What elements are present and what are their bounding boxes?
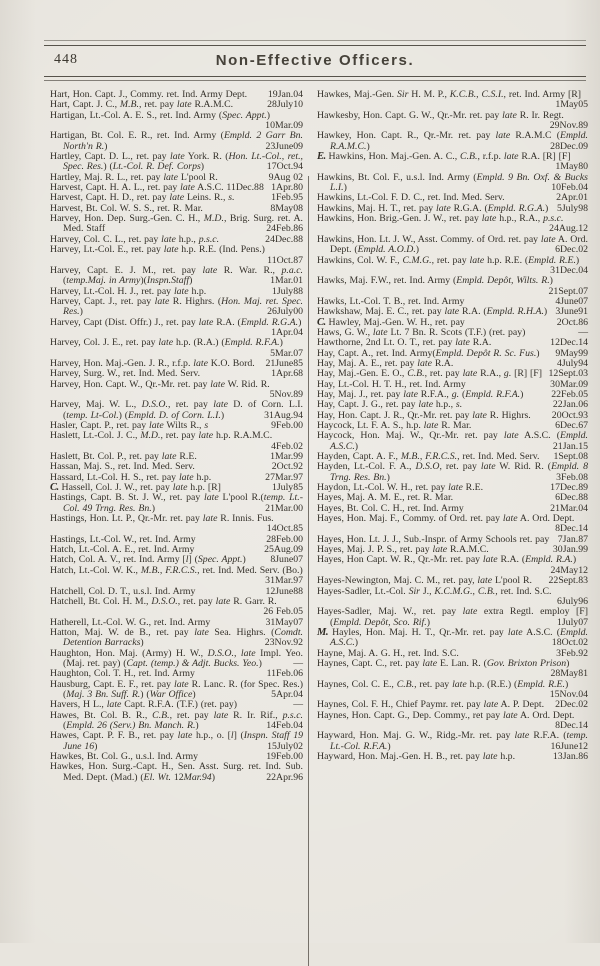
- entry-text: Hatch, Col. A. V., ret. Ind. Army [l] (Spec. Appt.): [50, 554, 246, 566]
- entry-text: Hastings, Capt. B. St. J. W., ret. pay late L'pool R.(temp. Lt.-Col. 49 Trng. Res. Bn.): [50, 492, 303, 514]
- entry-text: Hay, Capt. A., ret. Ind. Army(Empld. Depôt R. Sc. Fus.): [317, 347, 540, 359]
- entry: [317, 462, 588, 483]
- entry-date: 23June09: [265, 140, 303, 152]
- entry-text: Hastings, Lt.-Col. W., ret. Ind. Army: [50, 533, 196, 545]
- entry: [317, 628, 588, 649]
- entry-date: 21Mar.00: [265, 502, 303, 514]
- entry: [317, 431, 588, 452]
- entry-text: Harvest, Capt. H. D., ret. pay late Leins. R., s.: [50, 192, 235, 204]
- entry-text: Hawkes, Bt. Col. G., u.s.l. Ind. Army: [50, 751, 198, 762]
- entry-text: Hayes-Sadler, Lt.-Col. Sir J., K.C.M.G., C.B., ret. Ind. S.C.: [317, 585, 552, 597]
- entry-text: Hayes, Bt. Col. C. H., ret. Ind. Army: [317, 502, 464, 514]
- entry-date: 1Apr.68: [271, 368, 303, 380]
- entry-text: Hawks, Lt.-Col. T. B., ret. Ind. Army: [317, 295, 465, 307]
- entry-date: 13Jan.86: [552, 751, 588, 762]
- entry-date: 22Feb.05: [551, 388, 588, 400]
- entry-text: Haws, G. W., late Lt. 7 Bn. R. Scots (T.F.) (ret. pay): [317, 326, 526, 338]
- entry-date: 6Dec.67: [555, 420, 588, 431]
- header-rule-upper: [44, 76, 586, 77]
- entry: [50, 338, 303, 359]
- entry: [317, 680, 588, 701]
- entry-text: Harvey, Col. J. E., ret. pay late h.p. (R.A.) (Empld. R.F.A.): [50, 337, 283, 349]
- entry-text: Havers, H L., late Capt. R.F.A. (T.F.) (ret. pay): [50, 699, 238, 711]
- entry-text: Hart, Capt. J. C., M.B., ret. pay late R.A.M.C.: [50, 99, 234, 111]
- entry-text: Hay, Lt.-Col. H. T. H., ret. Ind. Army: [317, 378, 466, 390]
- entry-text: Harvey, Lt.-Col. H. J., ret. pay late h.p.: [50, 285, 207, 297]
- entry-date: 30Jan.99: [552, 544, 588, 556]
- entry: [317, 607, 588, 628]
- entry-date: 24Feb.86: [266, 223, 303, 235]
- entry-text: Hayes, Maj. J. P. S., ret. pay late R.A.M.C.: [317, 544, 489, 556]
- entry: [50, 731, 303, 752]
- entry-text: Hawkes, Maj.-Gen. Sir H. M. P., K.C.B., C.S.I., ret. Ind. Army [R]: [317, 89, 582, 100]
- entry-date: 11Feb.06: [266, 668, 303, 680]
- entry-text: Hassard, Lt.-Col. H. S., ret. pay late h.p.: [50, 471, 212, 483]
- entry: [317, 256, 588, 277]
- entry-date: 31Dec.04: [550, 264, 588, 276]
- entry-text: Hawkins, Hon. Maj.-Gen. A. C., C.B., r.f.p. late R.A. [R] [F]: [328, 151, 571, 163]
- entry-date: 2Oct.86: [556, 316, 588, 328]
- entry: [50, 380, 303, 401]
- entry-date: 14Feb.04: [266, 719, 303, 731]
- entry: [50, 680, 303, 701]
- entry-date: 6Dec.88: [555, 492, 588, 504]
- entry-text: Hartley, Capt. D. L., ret. pay late York. R. (Hon. Lt.-Col., ret., Spec. Res.) (Lt.-Col. R. Def. Corps): [50, 151, 303, 173]
- entry: [317, 235, 588, 256]
- entry-text: Harvest, Capt. H. A. L., ret. pay late A.S.C. 11Dec.88: [50, 182, 264, 194]
- entry-date: 6Dec.02: [555, 244, 588, 256]
- entry-text: Hayes-Newington, Maj. C. M., ret. pay, late L'pool R.: [317, 575, 532, 587]
- entry-text: Harvey, Hon. Capt. W., Qr.-Mr. ret. pay late W. Rid. R.: [50, 378, 270, 390]
- entry-date: 8Dec.14: [555, 523, 588, 535]
- honour-prefix-glyph: E.: [317, 151, 326, 163]
- entry-text: Hay, Maj. J., ret. pay late R.F.A., g. (Empld. R.F.A.): [317, 388, 524, 400]
- entry-text: Hatherell, Lt.-Col. W. G., ret. Ind. Army: [50, 616, 211, 628]
- entry-date: —: [578, 326, 588, 338]
- entry: [317, 731, 588, 752]
- entry-text: Hawley, Maj.-Gen. W. H., ret. pay: [328, 316, 465, 328]
- entry-text: Hawkey, Hon. Capt. R., Qr.-Mr. ret. pay late R.A.M.C (Empld. R.A.M.C.): [317, 130, 588, 152]
- entry-date: 21Jan.15: [552, 440, 588, 452]
- entry-text: Hayles, Hon. Maj. H. T., Qr.-Mr. ret. pay late A.S.C. (Empld. A.S.C.): [330, 626, 588, 649]
- entry-date: 2Dec.02: [555, 699, 588, 711]
- entry-date: 3June91: [555, 306, 588, 318]
- entry: [50, 152, 303, 173]
- entry-date: 1May80: [555, 161, 588, 173]
- entry-date: 3Feb.92: [556, 647, 588, 659]
- entry-text: Hawes, Bt. Col. B. R., C.B., ret. pay late R. Ir. Rif., p.s.c. (Empld. 26 (Serv.) Bn. Manch. R.): [50, 709, 303, 731]
- entry-text: Haynes, Capt. C., ret. pay late E. Lan. R. (Gov. Brixton Prison): [317, 657, 570, 669]
- entry-text: Hawkins, Maj. H. T., ret. pay late R.G.A. (Empld. R.G.A.): [317, 202, 549, 214]
- entry-text: Hawkins, Hon. Lt. J. W., Asst. Commy. of Ord. ret. pay late A. Ord. Dept. (Empld. A.O.D.): [317, 233, 588, 256]
- entry-text: Hawkins, Bt. Col. F., u.s.l. Ind. Army (Empld. 9 Bn. Oxf. & Bucks L.I.): [317, 171, 588, 194]
- entry: [50, 711, 303, 732]
- entry-text: Hayes-Sadler, Maj. W., ret. pay late extra Regtl. employ [F] (Empld. Depôt, Sco. Rif.): [317, 606, 588, 628]
- entry-date: 22Apr.96: [266, 771, 303, 783]
- entry-text: Hawkins, Col. W. F., C.M.G., ret. pay late h.p. R.E. (Empld. R.E.): [317, 254, 580, 266]
- entry: [317, 659, 588, 680]
- entry: [50, 514, 303, 535]
- entry-text: Hayes, Maj. A. M. E., ret. R. Mar.: [317, 492, 454, 504]
- entry-date: 4Feb.02: [271, 440, 303, 452]
- entry: [317, 276, 588, 297]
- entry-text: Harvey, Capt (Dist. Offr.) J., ret. pay late R.A. (Empld. R.G.A.): [50, 316, 302, 328]
- entry-text: Haslett, Lt.-Col. J. C., M.D., ret. pay late h.p. R.A.M.C.: [50, 430, 273, 442]
- entry-date: 28May81: [550, 668, 588, 680]
- entry-date: 27Mar.97: [265, 471, 303, 483]
- entry-text: Haughton, Col. T. H., ret. Ind. Army: [50, 668, 195, 680]
- top-rule-inner: [44, 45, 586, 46]
- entry-text: Harvey, Surg. W., ret. Ind. Med. Serv.: [50, 368, 201, 380]
- entry: [50, 297, 303, 318]
- entry-text: Hartigan, Lt.-Col. A. E. S., ret. Ind. Army (Spec. Appt.): [50, 109, 271, 121]
- entry: [50, 266, 303, 287]
- entry: [317, 555, 588, 576]
- entry-date: 1July07: [556, 616, 588, 628]
- entry-text: Hayes, Hon Capt. W. R., Qr.-Mr. ret. pay late R.A. (Empld. R.A.): [317, 554, 577, 566]
- entry-text: Hayes, Hon. Lt. J. J., Sub.-Inspr. of Army Schools ret. pay: [317, 533, 550, 545]
- entry-text: Hart, Hon. Capt. J., Commy. ret. Ind. Army Dept.: [50, 89, 248, 100]
- entry-date: 21Sept.07: [548, 285, 588, 297]
- entry: [50, 628, 303, 649]
- entry-date: 16June12: [550, 740, 588, 752]
- entry: [50, 431, 303, 452]
- entry-date: 28Feb.00: [266, 533, 303, 545]
- left-column: [50, 90, 303, 783]
- column-divider: [308, 176, 309, 966]
- entry-text: Hatchell, Bt. Col. H. M., D.S.O., ret. pay late R. Garr. R.: [50, 595, 277, 607]
- entry-text: Hartigan, Bt. Col. E. R., ret. Ind. Army (Empld. 2 Garr Bn. North'n R.): [50, 130, 304, 152]
- entry-date: 5Nov.89: [269, 388, 303, 400]
- entry: [50, 493, 303, 514]
- entry-text: Hatch, Lt.-Col. A. E., ret. Ind. Army: [50, 544, 195, 556]
- entry: [317, 514, 588, 535]
- entry-text: Hayden, Capt. A. F., M.B., F.R.C.S., ret. Ind. Med. Serv.: [317, 451, 540, 463]
- entry-date: 12Dec.14: [550, 337, 588, 349]
- entry-date: 26 Feb.05: [263, 606, 303, 618]
- entry-date: 11Oct.87: [267, 254, 303, 266]
- entry-date: 19Jan.04: [267, 89, 303, 100]
- entry: [50, 214, 303, 235]
- entry-text: Hay, Hon. Capt. J. R., Qr.-Mr. ret. pay late R. Highrs.: [317, 409, 531, 421]
- entry-date: 1Apr.04: [271, 326, 303, 338]
- entry-date: 5July98: [556, 202, 588, 214]
- entry-text: Harvey, Lt.-Col. E., ret. pay late h.p. R.E. (Ind. Pens.): [50, 244, 265, 256]
- entry-date: 2Apr.01: [556, 192, 588, 204]
- entry-text: Hayden, Lt.-Col. F. A., D.S.O, ret. pay late W. Rid. R. (Empld. 8 Trng. Res. Bn.): [317, 461, 588, 483]
- entry: [50, 400, 303, 421]
- entry-date: 29Nov.89: [549, 120, 588, 132]
- two-column-body: [0, 90, 600, 943]
- entry-date: 5Mar.07: [270, 347, 303, 359]
- entry-text: Hawes, Capt. P. F. B., ret. pay late h.p., o. [l] (Inspn. Staff 19 June 16): [50, 730, 303, 752]
- entry-date: 1Feb.95: [271, 192, 303, 204]
- entry-date: 1Mar.01: [270, 275, 303, 287]
- entry-text: Haynes, Hon. Capt. G., Dep. Commy., ret pay late A. Ord. Dept.: [317, 709, 575, 721]
- entry-date: 12Sept.03: [548, 368, 588, 380]
- entry: [317, 711, 588, 732]
- entry-date: 9May99: [555, 347, 588, 359]
- entry-date: 8June07: [270, 554, 303, 566]
- entry-text: Harvey, Capt. E. J. M., ret. pay late R. War. R., p.a.c.(temp.Maj. in Army)(Inspn.Staff): [50, 264, 303, 287]
- page-title: Non-Effective Officers.: [215, 52, 415, 69]
- entry-text: Hastings, Hon. Lt. P., Qr.-Mr. ret. pay late R. Innis. Fus.: [50, 513, 274, 525]
- entry-date: 3Feb.08: [556, 471, 588, 483]
- entry: [50, 111, 303, 132]
- entry: [50, 131, 303, 152]
- entry-date: 17Oct.94: [266, 161, 303, 173]
- entry-date: 24Aug.12: [549, 223, 588, 235]
- entry-date: 28Dec.09: [550, 140, 588, 152]
- entry-text: Haycock, Lt. F. A. S., h.p. late R. Mar.: [317, 420, 472, 431]
- entry-text: Harvey, Maj. W. L., D.S.O., ret. pay late D. of Corn. L.I. (temp. Lt-Col.) (Empld. D. of Corn. L.I.): [50, 399, 303, 421]
- honour-prefix-glyph: M.: [317, 626, 328, 638]
- entry-date: 14Oct.85: [266, 523, 303, 535]
- entry-date: 24May12: [550, 564, 588, 576]
- entry-text: Hawkins, Lt.-Col. F. D. C., ret. Ind. Med. Serv.: [317, 192, 505, 204]
- honour-prefix-glyph: C.: [50, 482, 59, 494]
- entry-date: 30Mar.09: [550, 378, 588, 390]
- entry-date: 8May08: [270, 202, 303, 214]
- entry-date: 10Mar.09: [265, 120, 303, 132]
- entry-date: 5Apr.04: [271, 688, 303, 700]
- entry-date: 8Dec.14: [555, 719, 588, 731]
- entry: [317, 752, 588, 762]
- entry: [50, 597, 303, 618]
- entry: [317, 152, 588, 173]
- honour-prefix-glyph: C.: [317, 316, 326, 328]
- entry-text: Hawks, Maj. F.W., ret. Ind. Army (Empld. Depôt, Wilts. R.): [317, 275, 553, 287]
- entry-date: 4July94: [556, 357, 588, 369]
- entry: [50, 649, 303, 670]
- entry-date: 1Sept.08: [553, 451, 588, 463]
- entry-text: Hayes, Hon. Maj. F., Commy. of Ord. ret. pay late A. Ord. Dept.: [317, 513, 575, 525]
- entry-text: Haslett, Bt. Col. P., ret. pay late R.E.: [50, 451, 197, 463]
- entry-text: Hay, Maj.-Gen. E. O., C.B., ret. pay late R.A., g. [R] [F]: [317, 368, 543, 380]
- entry-text: Hawkesby, Hon. Capt. G. W., Qr.-Mr. ret. pay late R. Ir. Regt.: [317, 109, 564, 121]
- entry-date: 21June85: [265, 357, 303, 369]
- entry: [317, 111, 588, 132]
- entry-text: Harvey, Capt. J., ret. pay late R. Highrs. (Hon. Maj. ret. Spec. Res.): [50, 295, 303, 318]
- entry-date: 6July96: [556, 595, 588, 607]
- entry-date: 28July10: [267, 99, 303, 111]
- entry: [317, 90, 588, 111]
- entry-date: 4June07: [555, 295, 588, 307]
- entry-date: 31May07: [265, 616, 303, 628]
- entry-date: 1May05: [555, 99, 588, 111]
- entry-date: —: [293, 699, 303, 711]
- entry-text: Haughton, Hon. Maj. (Army) H. W., D.S.O., late Impl. Yeo. (Maj. ret. pay) (Capt. (temp.) & Adjt. Bucks. Yeo.): [50, 647, 303, 669]
- entry-text: Hawkshaw, Maj. E. C., ret. pay late R.A. (Empld. R.H.A.): [317, 306, 548, 318]
- entry-text: Hawkes, Hon. Surg.-Capt. H., Sen. Asst. Surg. ret. Ind. Sub. Med. Dept. (Mad.) (El. Wt. 12Mar.94): [50, 761, 303, 783]
- entry-date: 26July00: [267, 306, 303, 318]
- entry-date: 9Feb.00: [271, 420, 303, 431]
- entry-text: Haydon, Lt.-Col. W. H., ret. pay late R.E.: [317, 482, 484, 494]
- entry-text: Hay, Maj. A. E., ret. pay late R.A.: [317, 357, 454, 369]
- entry-date: 1July88: [271, 285, 303, 297]
- entry-text: Haynes, Col. F. H., Chief Paymr. ret. pay late A. P. Dept.: [317, 699, 545, 711]
- entry-text: Hassan, Maj. S., ret. Ind. Med. Serv.: [50, 461, 195, 473]
- entry-text: Hayne, Maj. A. G. H., ret. Ind. S.C.: [317, 647, 459, 659]
- entry-text: Harvey, Col. C. L., ret. pay late h.p., p.s.c.: [50, 233, 220, 245]
- entry-date: 2Oct.92: [271, 461, 303, 473]
- top-rule-outer: [44, 40, 586, 41]
- entry-text: Harvest, Bt. Col. W. S. S., ret. R. Mar.: [50, 202, 203, 214]
- entry-date: 15Nov.04: [549, 688, 588, 700]
- entry: [317, 131, 588, 152]
- entry-date: 31Mar.97: [265, 575, 303, 587]
- entry-date: 1Mar.99: [270, 451, 303, 463]
- entry-date: 24Dec.88: [265, 233, 303, 245]
- entry-text: Harvey, Hon. Dep. Surg.-Gen. C. H., M.D., Brig. Surg. ret. A. Med. Staff: [50, 213, 303, 235]
- entry-date: 7Jan.87: [557, 533, 588, 545]
- entry: [50, 245, 303, 266]
- entry: [317, 173, 588, 194]
- entry-date: 31Aug.94: [264, 409, 303, 421]
- entry-date: 20Oct.93: [551, 409, 588, 421]
- entry-text: Hausburg, Capt. E. F., ret. pay late R. Lanc. R. (for Spec. Res.) (Maj. 3 Bn. Suff. R.) (War Office): [50, 678, 303, 700]
- entry-text: Hayward, Hon. Maj.-Gen. H. B., ret. pay late h.p.: [317, 751, 516, 762]
- entry-date: 15July02: [267, 740, 303, 752]
- entry-text: Haynes, Col. C. E., C.B., ret. pay late h.p. (R.E.) (Empld. R.E.): [317, 678, 569, 690]
- entry-text: Hatton, Maj. W. de B., ret. pay late Sea. Highrs. (Comdt. Detention Barracks): [50, 626, 303, 649]
- entry-date: 9Aug 02: [268, 171, 303, 183]
- entry-text: Hatchell, Col. D. T., u.s.l. Ind. Army: [50, 585, 196, 597]
- entry-date: 19Feb.00: [266, 751, 303, 762]
- entry-date: 17Dec.89: [550, 482, 588, 494]
- entry-date: 22Jan.06: [552, 399, 588, 411]
- entry: [50, 566, 303, 587]
- entry: [317, 587, 588, 608]
- entry-text: Haycock, Hon. Maj. W., Qr.-Mr. ret. pay late A.S.C. (Empld. A.S.C.): [317, 430, 588, 452]
- entry-text: Hawthorne, 2nd Lt. O. T., ret. pay late R.A.: [317, 337, 492, 349]
- entry-date: 22Sept.83: [548, 575, 588, 587]
- entry-text: Hassell, Col. J. W., ret. pay late h.p. [R]: [61, 482, 221, 494]
- entry-date: 1July85: [271, 482, 303, 494]
- entry-date: 10Feb.04: [551, 182, 588, 194]
- entry-text: Hayward, Hon. Maj. G. W., Ridg.-Mr. ret. pay late R.F.A. (temp. Lt.-Col. R.F.A.): [317, 730, 588, 752]
- entry: [50, 762, 303, 783]
- entry-text: Hay, Capt. J. G., ret. pay late h.p., s.: [317, 399, 463, 411]
- page-number: 448: [54, 52, 78, 67]
- entry-text: Hasler, Capt. P., ret. pay late Wilts R., s: [50, 420, 209, 431]
- entry-date: —: [293, 657, 303, 669]
- entry-text: Hatch, Lt.-Col. W. K., M.B., F.R.C.S., ret. Ind. Med. Serv. (Bo.): [50, 564, 303, 576]
- entry-date: 1Apr.80: [271, 182, 303, 194]
- entry-date: 23Nov.92: [264, 637, 303, 649]
- entry-text: Hartley, Maj. R. L., ret. pay late L'pool R.: [50, 171, 218, 183]
- entry-date: 21Mar.04: [550, 502, 588, 514]
- entry-date: 18Oct.02: [551, 637, 588, 649]
- entry-date: 12June88: [265, 585, 303, 597]
- right-column: [317, 90, 588, 762]
- page-header: [44, 50, 586, 74]
- header-rule-lower: [44, 80, 586, 81]
- entry-date: 25Aug.09: [264, 544, 303, 556]
- entry: [50, 318, 303, 339]
- entry: [317, 214, 588, 235]
- entry-text: Hawkins, Hon. Brig.-Gen. J. W., ret. pay late h.p., R.A., p.s.c.: [317, 213, 564, 225]
- entry-text: Harvey, Hon. Maj.-Gen. J. R., r.f.p. late K.O. Bord.: [50, 357, 255, 369]
